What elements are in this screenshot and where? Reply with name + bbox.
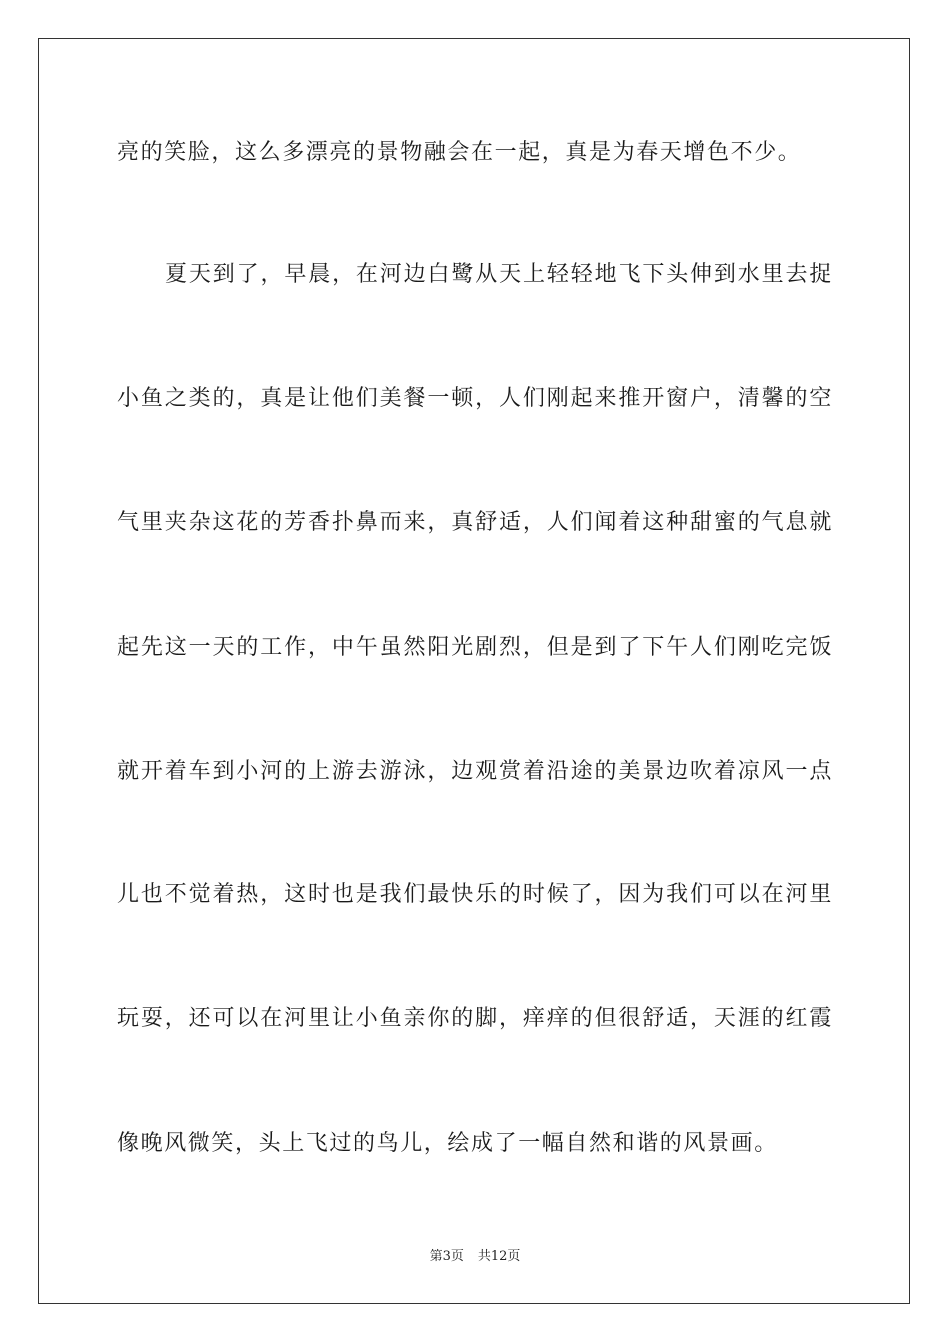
text-line-4: 气里夹杂这花的芳香扑鼻而来，真舒适，人们闻着这种甜蜜的气息就 — [117, 510, 833, 535]
page-footer — [0, 1248, 950, 1266]
text-line-6: 就开着车到小河的上游去游泳，边观赏着沿途的美景边吹着凉风一点 — [117, 759, 833, 784]
page-number-current: 第3页 — [429, 1249, 464, 1264]
text-line-5: 起先这一天的工作，中午虽然阳光剧烈，但是到了下午人们刚吃完饭 — [117, 635, 833, 660]
paragraph-first-line: 夏天到了，早晨，在河边白鹭从天上轻轻地飞下头伸到水里去捉 — [165, 262, 833, 287]
text-line-3: 小鱼之类的，真是让他们美餐一顿，人们刚起来推开窗户，清馨的空 — [117, 386, 833, 411]
text-line-8: 玩耍，还可以在河里让小鱼亲你的脚，痒痒的但很舒适，天涯的红霞 — [117, 1006, 833, 1031]
text-line-9: 像晚风微笑，头上飞过的鸟儿，绘成了一幅自然和谐的风景画。 — [117, 1131, 778, 1156]
text-line-1: 亮的笑脸，这么多漂亮的景物融会在一起，真是为春天增色不少。 — [117, 140, 802, 165]
text-line-7: 儿也不觉着热，这时也是我们最快乐的时候了，因为我们可以在河里 — [117, 882, 833, 907]
page-border — [38, 38, 910, 1304]
page-number-total: 共12页 — [477, 1249, 521, 1264]
